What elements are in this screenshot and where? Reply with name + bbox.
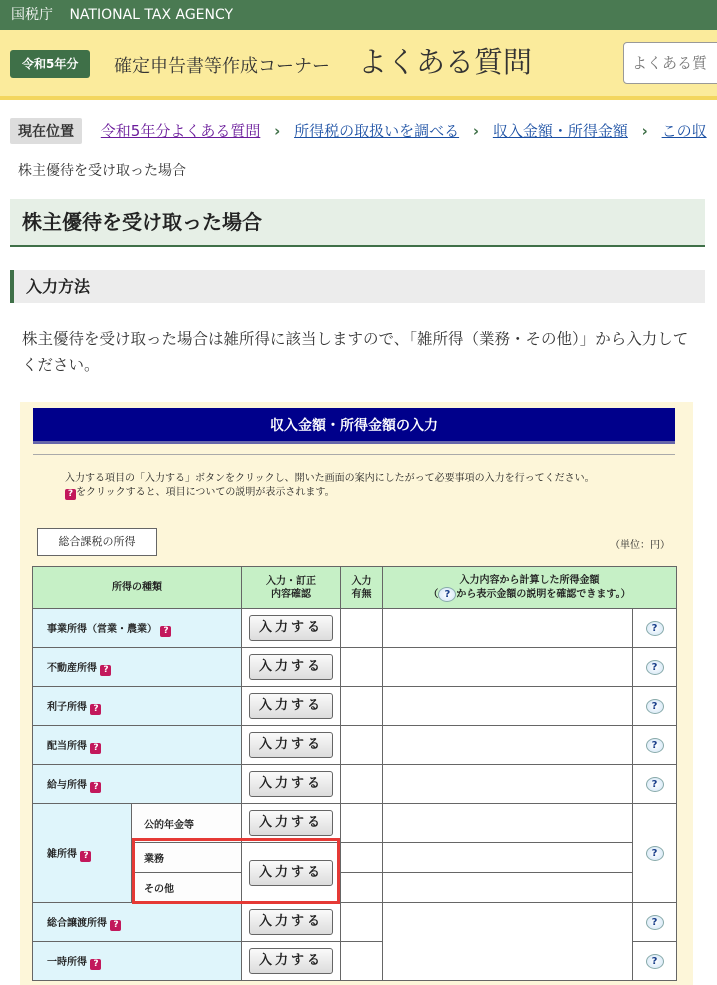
row-label-ichiji: 一時所得 ? xyxy=(33,942,242,981)
embedded-header: 収入金額・所得金額の入力 xyxy=(33,408,675,444)
input-button-fudosan[interactable]: 入力する xyxy=(249,654,333,680)
breadcrumb-link-income-amount[interactable]: 収入金額・所得金額 xyxy=(492,122,628,140)
chevron-right-icon: › xyxy=(641,122,648,140)
status-cell xyxy=(341,687,383,726)
input-button-ichiji[interactable]: 入力する xyxy=(249,948,333,974)
agency-bar xyxy=(0,0,717,30)
help-bubble-icon[interactable]: ? xyxy=(646,621,664,636)
section-title: 入力方法 xyxy=(10,270,705,303)
help-icon[interactable]: ? xyxy=(110,920,121,931)
table-row xyxy=(33,765,677,804)
breadcrumb-link-faq[interactable]: 令和5年分よくある質問 xyxy=(100,122,261,140)
row-label-joto: 総合譲渡所得 ? xyxy=(33,903,242,942)
help-icon[interactable]: ? xyxy=(100,665,111,676)
help-icon: ? xyxy=(65,489,76,500)
status-cell xyxy=(341,648,383,687)
help-bubble-icon[interactable]: ? xyxy=(646,777,664,792)
table-row xyxy=(33,648,677,687)
help-icon[interactable]: ? xyxy=(90,743,101,754)
status-cell xyxy=(341,873,383,903)
row-label-zatsu: 雑所得 ? xyxy=(33,804,132,903)
divider xyxy=(33,454,675,455)
help-icon[interactable]: ? xyxy=(90,782,101,793)
instruction-line-2: をクリックすると、項目についての説明が表示されます。 xyxy=(76,487,335,498)
amount-cell xyxy=(383,765,633,804)
help-bubble-icon[interactable]: ? xyxy=(646,915,664,930)
input-button-joto[interactable]: 入力する xyxy=(249,909,333,935)
input-button-zatsu-nenkin[interactable]: 入力する xyxy=(249,810,333,836)
chevron-right-icon: › xyxy=(274,122,281,140)
status-cell xyxy=(341,942,383,981)
income-table xyxy=(32,566,677,981)
column-header-type: 所得の種類 xyxy=(33,567,242,609)
table-row xyxy=(33,804,677,843)
amount-cell xyxy=(383,873,633,903)
amount-cell xyxy=(383,609,633,648)
help-bubble-icon[interactable]: ? xyxy=(646,660,664,675)
help-bubble-icon[interactable]: ? xyxy=(646,738,664,753)
help-icon[interactable]: ? xyxy=(90,959,101,970)
page-title: 株主優待を受け取った場合 xyxy=(10,199,705,247)
current-crumb: 株主優待を受け取った場合 xyxy=(18,163,186,179)
help-bubble-icon[interactable]: ? xyxy=(646,846,664,861)
row-label-zatsu-gyomu: 業務 xyxy=(132,843,242,873)
table-row xyxy=(33,726,677,765)
status-cell xyxy=(341,765,383,804)
row-label-fudosan: 不動産所得 ? xyxy=(33,648,242,687)
input-button-kyuyo[interactable]: 入力する xyxy=(249,771,333,797)
status-cell xyxy=(341,804,383,843)
amount-cell xyxy=(383,726,633,765)
column-header-status: 入力 有無 xyxy=(341,567,383,609)
search-input[interactable] xyxy=(623,42,717,84)
help-icon[interactable]: ? xyxy=(80,851,91,862)
amount-cell xyxy=(383,843,633,873)
agency-name: NATIONAL TAX AGENCY xyxy=(69,7,234,23)
help-icon[interactable]: ? xyxy=(160,626,171,637)
input-button-haito[interactable]: 入力する xyxy=(249,732,333,758)
instruction-line-1: 入力する項目の「入力する」ボタンをクリックし、開いた画面の案内にしたがって必要事項の入力を行ってください。 xyxy=(65,473,595,484)
table-row xyxy=(33,609,677,648)
column-header-amount: 入力内容から計算した所得金額 （ ? から表示金額の説明を確認できます。） xyxy=(383,567,677,609)
embedded-screenshot xyxy=(20,402,693,985)
amount-cell xyxy=(383,903,633,981)
row-label-haito: 配当所得 ? xyxy=(33,726,242,765)
breadcrumb xyxy=(10,118,717,146)
help-bubble-icon[interactable]: ? xyxy=(646,954,664,969)
help-icon[interactable]: ? xyxy=(90,704,101,715)
help-bubble-icon: ? xyxy=(438,587,456,602)
header xyxy=(0,30,717,100)
input-button-rishi[interactable]: 入力する xyxy=(249,693,333,719)
year-badge: 令和5年分 xyxy=(10,50,90,78)
row-label-jigyo: 事業所得（営業・農業） ? xyxy=(33,609,242,648)
unit-label: （単位：円） xyxy=(610,540,670,551)
status-cell xyxy=(341,609,383,648)
row-label-zatsu-sonota: その他 xyxy=(132,873,242,903)
breadcrumb-label: 現在位置 xyxy=(10,118,82,144)
amount-cell xyxy=(383,687,633,726)
column-header-input: 入力・訂正 内容確認 xyxy=(242,567,341,609)
agency-kanji: 国税庁 xyxy=(11,7,53,23)
amount-cell xyxy=(383,804,633,843)
chevron-right-icon: › xyxy=(472,122,480,140)
input-button-zatsu-gyomu-sonota[interactable]: 入力する xyxy=(249,860,333,886)
highlight-box xyxy=(132,838,340,904)
corner-title[interactable]: 確定申告書等作成コーナー xyxy=(114,56,330,77)
table-row xyxy=(33,903,677,942)
input-button-jigyo[interactable]: 入力する xyxy=(249,615,333,641)
status-cell xyxy=(341,726,383,765)
instruction-text xyxy=(65,472,595,500)
tab-general-income[interactable]: 総合課税の所得 xyxy=(37,528,157,556)
amount-cell xyxy=(383,648,633,687)
status-cell xyxy=(341,903,383,942)
help-bubble-icon[interactable]: ? xyxy=(646,699,664,714)
breadcrumb-link-truncated[interactable]: この収 xyxy=(661,122,707,140)
faq-title: よくある質問 xyxy=(358,45,533,79)
row-label-kyuyo: 給与所得 ? xyxy=(33,765,242,804)
breadcrumb-link-income-tax[interactable]: 所得税の取扱いを調べる xyxy=(294,122,460,140)
description-text: 株主優待を受け取った場合は雑所得に該当しますので、「雑所得（業務・その他）」から入力してください。 xyxy=(22,330,689,374)
row-label-rishi: 利子所得 ? xyxy=(33,687,242,726)
table-header-row xyxy=(33,567,677,609)
row-label-zatsu-nenkin: 公的年金等 xyxy=(132,804,242,843)
table-row xyxy=(33,687,677,726)
status-cell xyxy=(341,843,383,873)
